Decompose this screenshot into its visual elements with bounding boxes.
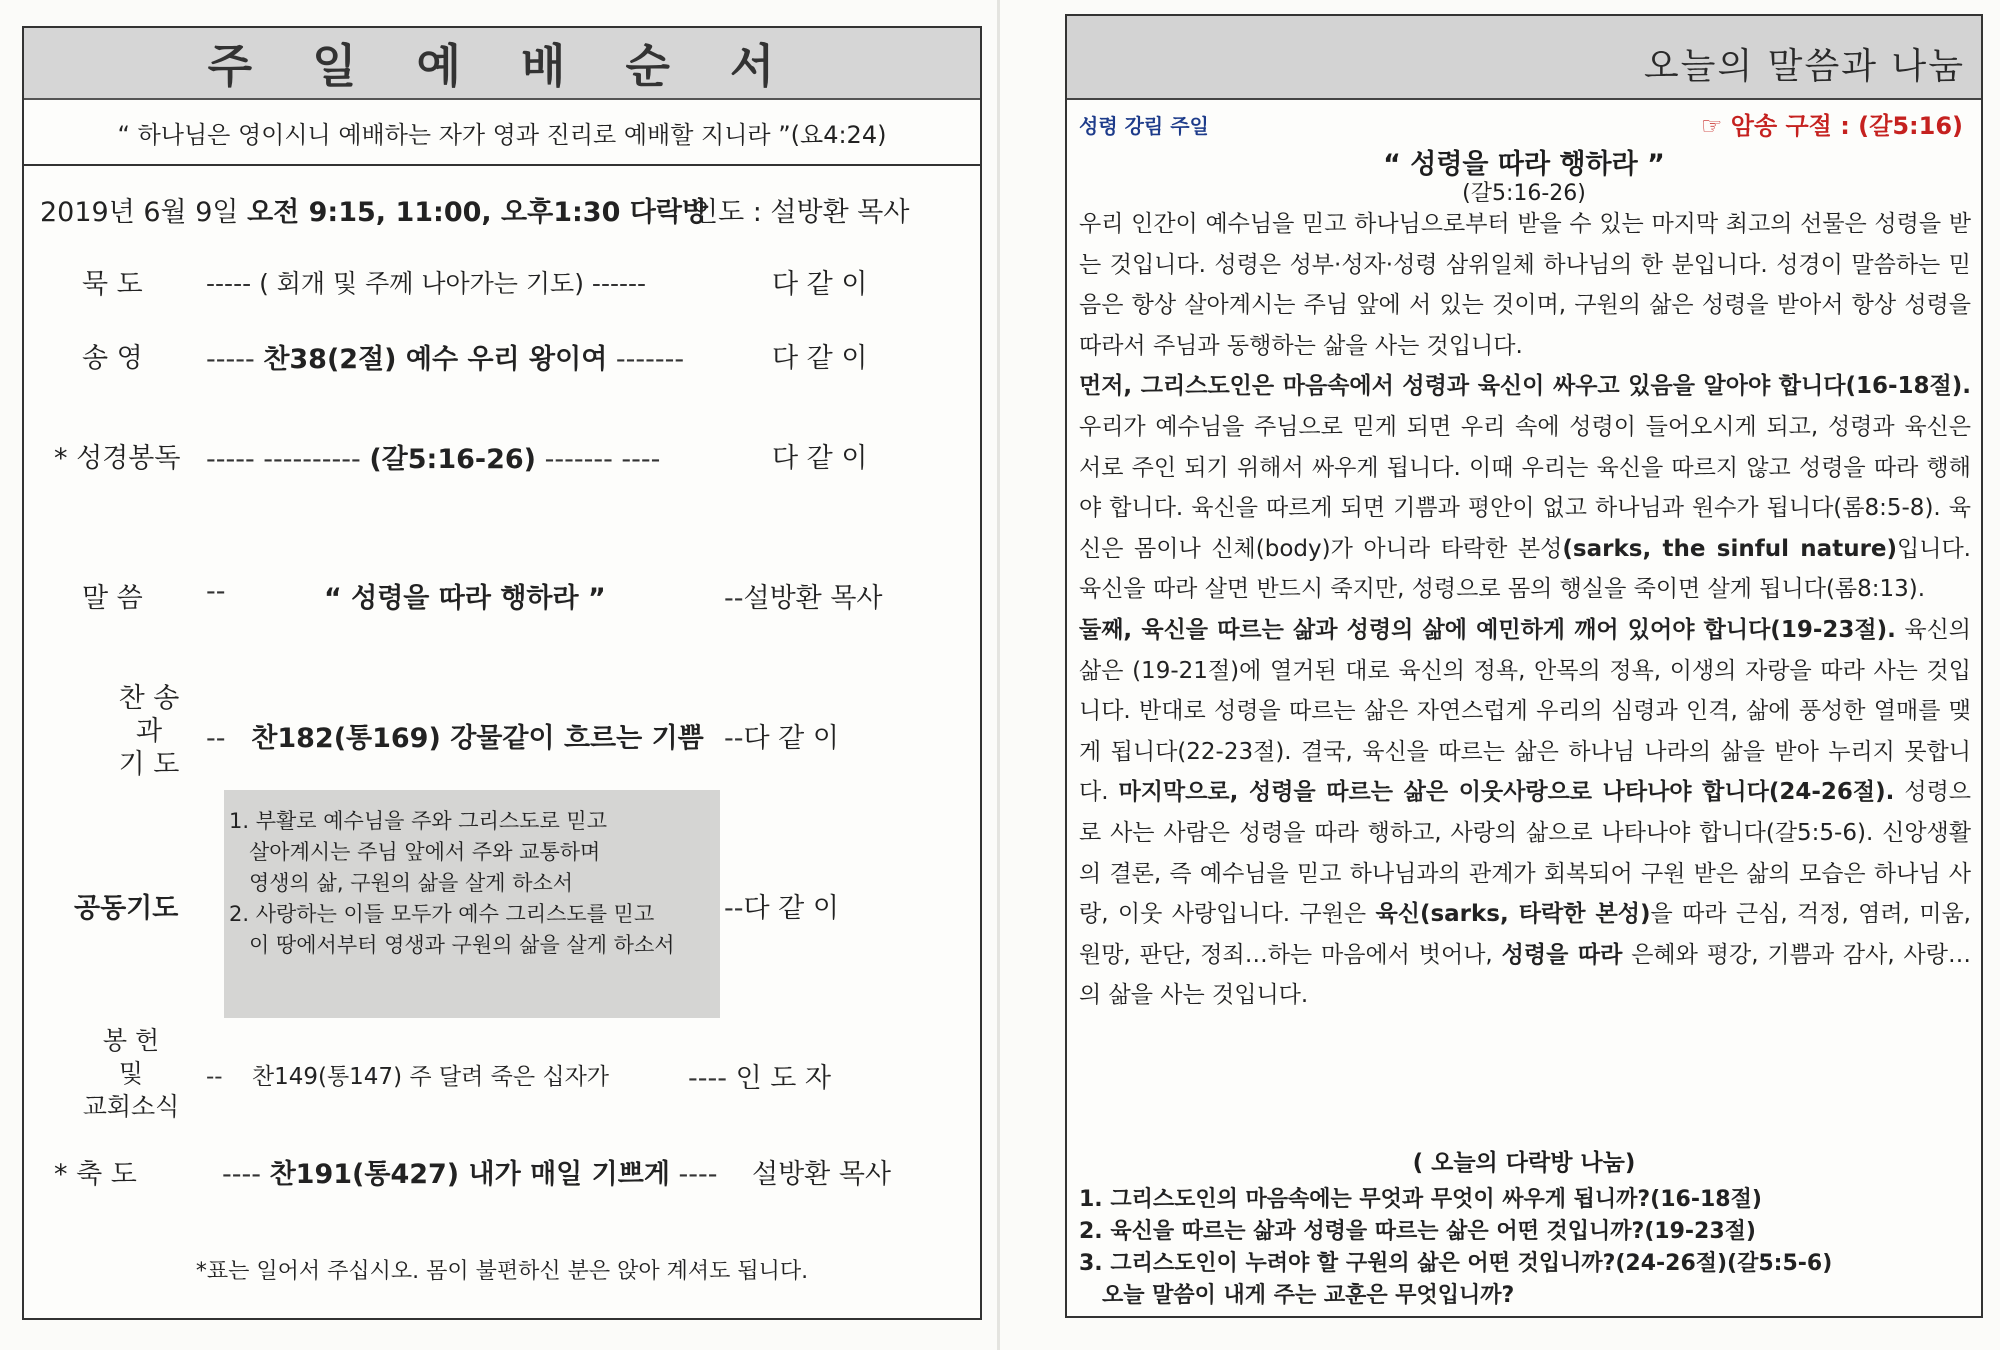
item-content: -- 찬149(통147) 주 달려 죽은 십자가: [206, 1064, 610, 1090]
sunday-label: 성령 강림 주일: [1079, 114, 1209, 138]
item-content: ----- 찬38(2절) 예수 우리 왕이여 -------: [206, 344, 685, 375]
prayer-line: 영생의 삶, 구원의 삶을 살게 하소서: [229, 871, 574, 895]
item-name: 말 씀: [82, 583, 143, 614]
sharing-title: ( 오늘의 다락방 나눔): [1412, 1150, 1636, 1176]
sermon-title: “ 성령을 따라 행하라 ”: [1383, 149, 1665, 180]
common-prayer-box: [224, 790, 720, 1018]
sermon-panel-title: 오늘의 말씀과 나눔: [1643, 46, 1965, 87]
question-item: 오늘 말씀이 내게 주는 교훈은 무엇입니까?: [1079, 1283, 1515, 1308]
sermon-panel: [1065, 14, 1983, 1318]
sermon-paragraph: 우리 인간이 예수님을 믿고 하나님으로부터 받을 수 있는 마지막 최고의 선물은 성령을 받는 것입니다. 성령은 성부·성자·성령 삼위일체 하나님의 한 분입니다. 성경이 말씀하는 믿음은 항상 살아계시는 주님 앞에 서 있는 것이며, 구원의 삶은 성령을 받아서 항상 성령을 따라서 주님과 동행하는 삶을 사는 것입니다.: [1079, 211, 1971, 359]
item-who: 다 같 이: [772, 443, 868, 474]
item-name: 찬 송 과 기 도: [118, 683, 180, 780]
sermon-body: [1079, 204, 1971, 1016]
sermon-title: “ 성령을 따라 행하라 ”: [324, 583, 606, 614]
item-content: ---- 찬191(통427) 내가 매일 기쁘게 ----: [222, 1159, 718, 1190]
item-who: 다 같 이: [772, 343, 868, 374]
worship-order-panel: [22, 26, 982, 1320]
sermon-reference: (갈5:16-26): [1462, 181, 1586, 206]
item-who: --설방환 목사: [724, 583, 883, 614]
item-name: 묵 도: [82, 269, 143, 300]
item-who: --다 같 이: [724, 723, 839, 754]
item-name: 송 영: [82, 343, 143, 374]
question-item: 2. 육신을 따르는 삶과 성령을 따르는 삶은 어떤 것입니까?(19-23절): [1079, 1219, 1756, 1244]
item-name: * 축 도: [54, 1159, 137, 1190]
question-item: 3. 그리스도인이 누려야 할 구원의 삶은 어떤 것입니까?(24-26절)(갈5:5-6): [1079, 1251, 1833, 1276]
item-content: --: [206, 576, 226, 607]
page-fold: [997, 0, 1000, 1350]
sermon-paragraph: 먼저, 그리스도인은 마음속에서 성령과 육신이 싸우고 있음을 알아야 합니다(16-18절). 우리가 예수님을 주님으로 믿게 되면 우리 속에 성령이 들어오시게 되고, 성령과 육신은 서로 주인 되기 위해서 싸우게 됩니다. 이때 우리는 육신을 따르지 않고 성령을 따라 행해야 합니다. 육신을 따르게 되면 기쁨과 평안이 없고 하나님과 원수가 됩니다(롬8:5-8). 육신은 몸이나 신체(body)가 아니라 타락한 본성(sarks, the sinful nature)입니다. 육신을 따라 살면 반드시 죽지만, 성령으로 몸의 행실을 죽이면 살게 됩니다(롬8:13).: [1079, 373, 1971, 603]
prayer-line: 2. 사랑하는 이들 모두가 예수 그리스도를 믿고: [229, 902, 655, 926]
header-verse: “ 하나님은 영이시니 예배하는 자가 영과 진리로 예배할 지니라 ”(요4:24): [24, 100, 980, 166]
prayer-line: 이 땅에서부터 영생과 구원의 삶을 살게 하소서: [229, 933, 675, 957]
item-name: 봉 헌 및 교회소식: [82, 1026, 180, 1121]
service-times: 오전 9:15, 11:00, 오후1:30 다락방: [247, 197, 709, 228]
memory-verse: ☞ 암송 구절 : (갈5:16): [1700, 112, 1963, 140]
prayer-line: 살아계시는 주님 앞에서 주와 교통하며: [229, 840, 601, 864]
item-who: ---- 인 도 자: [688, 1063, 831, 1094]
item-who: --다 같 이: [724, 893, 839, 924]
sermon-panel-header: [1067, 16, 1981, 100]
item-who: 다 같 이: [772, 269, 868, 300]
item-content: ----- ( 회개 및 주께 나아가는 기도) ------: [206, 269, 647, 298]
item-who: 설방환 목사: [752, 1159, 891, 1190]
sharing-questions: [1079, 1184, 1832, 1312]
item-content: ----- ---------- (갈5:16-26) ------- ----: [206, 444, 661, 475]
sermon-paragraph: 둘째, 육신을 따르는 삶과 성령의 삶에 예민하게 깨어 있어야 합니다(19-23절). 육신의 삶은 (19-21절)에 열거된 대로 육신의 정욕, 안목의 정욕, 이생의 자랑을 따라 사는 것입니다. 반대로 성령을 따르는 삶은 자연스럽게 우리의 심령과 인격, 삶에 풍성한 열매를 맺게 됩니다(22-23절). 결국, 육신을 따르는 삶은 하나님 나라의 삶을 받아 누리지 못합니다. 마지막으로, 성령을 따르는 삶은 이웃사랑으로 나타나야 합니다(24-26절). 성령으로 사는 사람은 성령을 따라 행하고, 사랑의 삶으로 나타나야 합니다(갈5:5-6). 신앙생활의 결론, 즉 예수님을 믿고 하나님과의 관계가 회복되어 구원 받은 삶의 모습은 하나님 사랑, 이웃 사랑입니다. 구원은 육신(sarks, 타락한 본성)을 따라 근심, 걱정, 염려, 미움, 원망, 판단, 정죄…하는 마음에서 벗어나, 성령을 따라 은혜와 평강, 기쁨과 감사, 사랑…의 삶을 사는 것입니다.: [1079, 616, 1972, 1009]
service-leader: 인도 : 설방환 목사: [692, 197, 910, 228]
standing-note: *표는 일어서 주십시오. 몸이 불편하신 분은 앉아 계셔도 됩니다.: [195, 1259, 809, 1284]
question-item: 1. 그리스도인의 마음속에는 무엇과 무엇이 싸우게 됩니까?(16-18절): [1079, 1187, 1762, 1212]
prayer-line: 1. 부활로 예수님을 주와 그리스도로 믿고: [229, 809, 607, 833]
item-name: 공동기도: [74, 893, 179, 924]
service-info: [40, 190, 708, 229]
service-date: 2019년 6월 9일: [40, 197, 239, 228]
item-content: -- 찬182(통169) 강물같이 흐르는 기쁨: [206, 723, 704, 754]
item-name: * 성경봉독: [54, 443, 181, 474]
worship-order-title: 주 일 예 배 순 서: [24, 28, 980, 100]
